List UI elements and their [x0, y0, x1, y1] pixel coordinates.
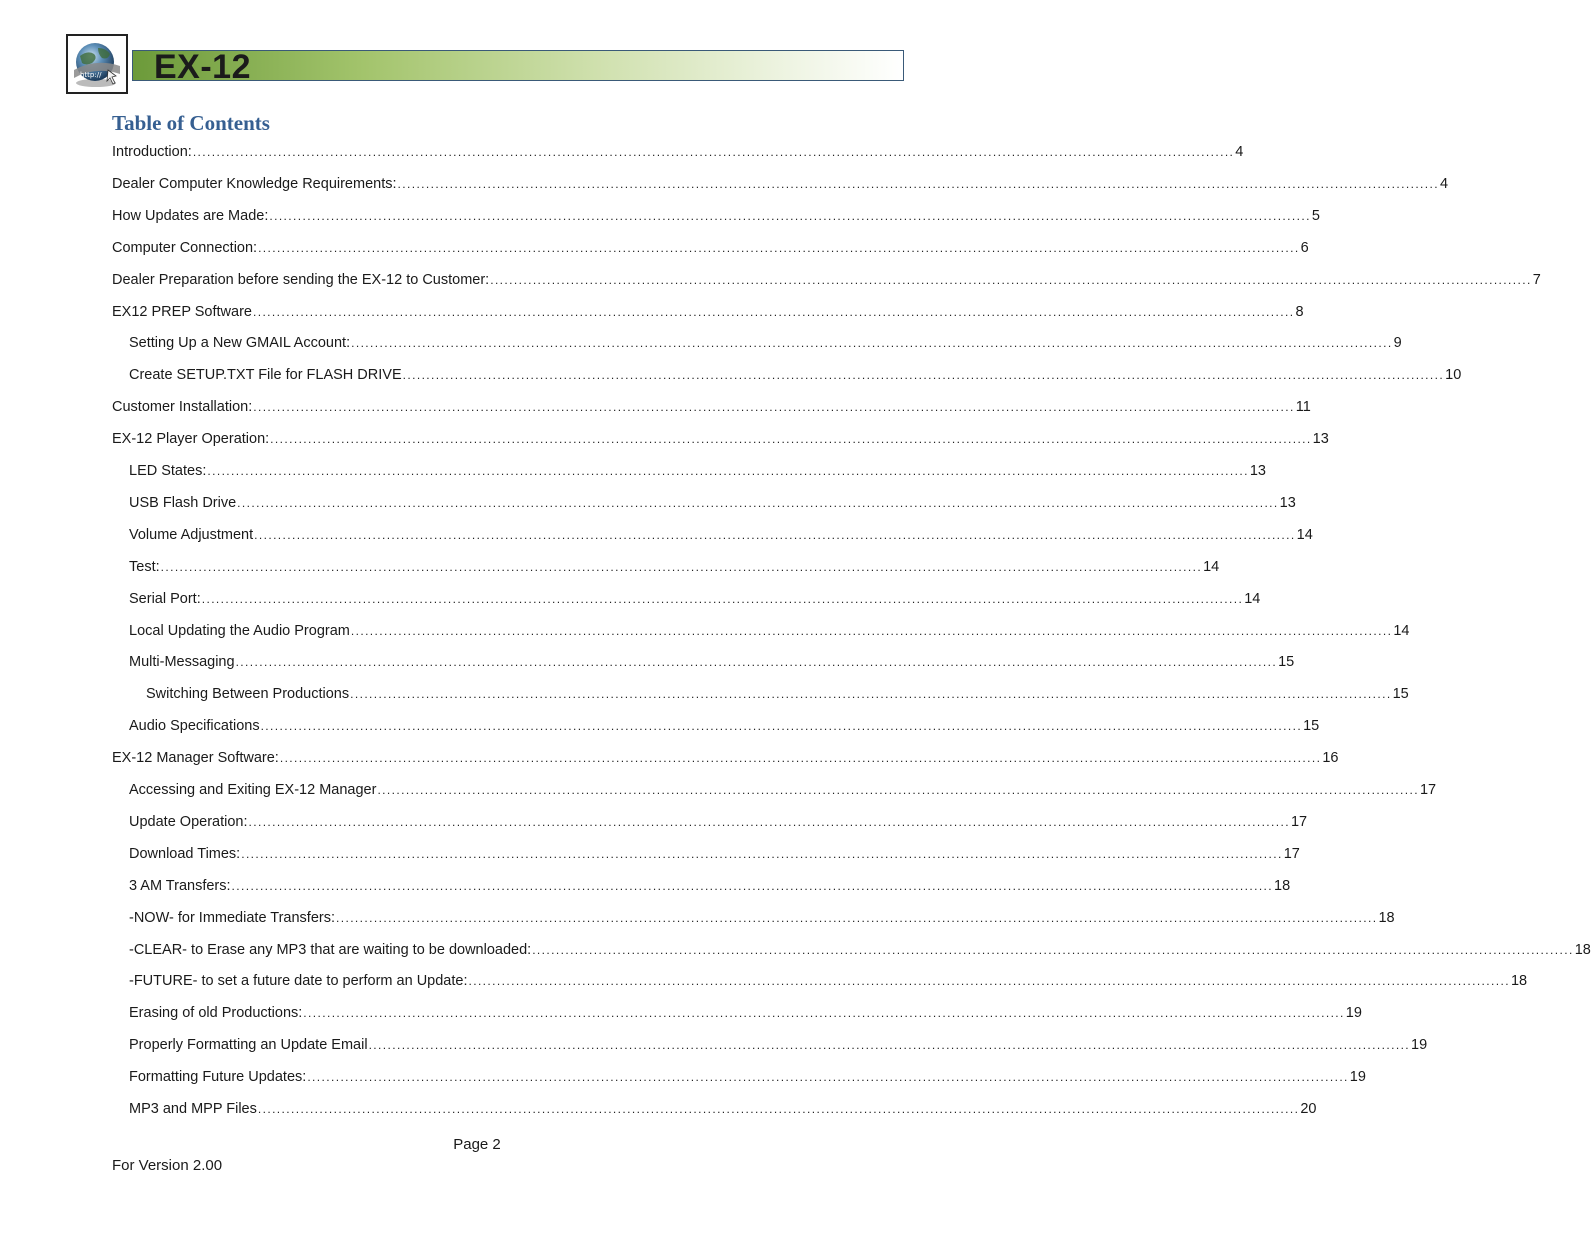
toc-entry-page: 19: [1411, 1037, 1428, 1054]
toc-entry-text: EX12 PREP Software: [112, 303, 252, 320]
toc-entry[interactable]: [129, 1035, 1428, 1055]
toc-entry-text: Properly Formatting an Update Email: [129, 1037, 368, 1054]
toc-entry-page: 17: [1283, 845, 1300, 862]
toc-entry[interactable]: [112, 206, 1320, 226]
toc-entry[interactable]: [112, 174, 1449, 194]
toc-leader-dots: ............................................................................................................................................................................................................................: [207, 464, 1249, 478]
toc-entry-page: 13: [1249, 463, 1266, 479]
toc-entry[interactable]: [112, 142, 1244, 162]
toc-leader-dots: ............................................................................................................................................................................................................................: [192, 145, 1235, 159]
toc-entry-page: 4: [1235, 144, 1244, 160]
svg-text:http://: http://: [80, 71, 102, 79]
toc-leader-dots: ............................................................................................................................................................................................................................: [248, 814, 1290, 829]
toc-entry[interactable]: [129, 652, 1295, 672]
toc-entry[interactable]: [129, 333, 1402, 353]
toc-entry[interactable]: [129, 716, 1320, 736]
toc-leader-dots: ............................................................................................................................................................................................................................: [377, 783, 1419, 797]
toc-entry-text: Introduction:: [112, 144, 192, 160]
toc-entry-text: Local Updating the Audio Program: [129, 622, 350, 639]
toc-leader-dots: ............................................................................................................................................................................................................................: [307, 1070, 1349, 1085]
toc-entry-text: LED States:: [129, 463, 207, 479]
toc-entry-text: -FUTURE- to set a future date to perform an Update:: [129, 973, 468, 990]
toc-entry-page: 13: [1279, 494, 1296, 511]
toc-entry-text: -NOW- for Immediate Transfers:: [129, 909, 335, 926]
toc-entry-text: -CLEAR- to Erase any MP3 that are waiting to be downloaded:: [129, 941, 532, 958]
toc-entry-text: Volume Adjustment: [129, 526, 254, 543]
toc-entry-text: How Updates are Made:: [112, 207, 269, 224]
toc-entry-page: 15: [1303, 718, 1320, 735]
toc-entry[interactable]: [129, 780, 1437, 800]
toc-entry-page: 18: [1574, 941, 1591, 958]
toc-entry-page: 20: [1300, 1101, 1317, 1117]
toc-entry-page: 9: [1393, 335, 1402, 352]
toc-leader-dots: ............................................................................................................................................................................................................................: [532, 942, 1574, 957]
toc-entry-page: 15: [1278, 654, 1295, 671]
toc-entry-text: Accessing and Exiting EX-12 Manager: [129, 782, 377, 798]
toc-entry[interactable]: [112, 238, 1309, 258]
toc-entry[interactable]: [129, 971, 1528, 991]
page-number: Page 2: [453, 1136, 501, 1153]
toc-entry[interactable]: [112, 748, 1339, 768]
toc-leader-dots: ............................................................................................................................................................................................................................: [258, 240, 1300, 255]
toc-leader-dots: ............................................................................................................................................................................................................................: [336, 910, 1378, 925]
toc-leader-dots: ............................................................................................................................................................................................................................: [350, 687, 1392, 702]
toc-entry-text: EX-12 Manager Software:: [112, 750, 279, 767]
toc-heading: Table of Contents: [112, 111, 270, 135]
toc-entry-page: 14: [1296, 526, 1313, 543]
toc-entry[interactable]: [146, 684, 1409, 704]
version-label: For Version 2.00: [112, 1157, 223, 1174]
toc-leader-dots: ............................................................................................................................................................................................................................: [253, 400, 1295, 415]
toc-leader-dots: ............................................................................................................................................................................................................................: [397, 176, 1439, 191]
toc-leader-dots: ............................................................................................................................................................................................................................: [235, 655, 1278, 670]
toc-entry-text: 3 AM Transfers:: [129, 877, 231, 894]
toc-entry-text: Computer Connection:: [112, 239, 258, 256]
toc-entry-page: 14: [1393, 622, 1410, 639]
toc-entry-page: 13: [1312, 431, 1329, 448]
toc-entry-page: 14: [1203, 558, 1220, 575]
toc-entry-page: 11: [1295, 399, 1311, 416]
toc-entry[interactable]: [129, 844, 1300, 864]
toc-leader-dots: ............................................................................................................................................................................................................................: [468, 974, 1510, 989]
toc-entry-text: Customer Installation:: [112, 399, 253, 416]
toc-entry[interactable]: [129, 557, 1220, 577]
toc-entry[interactable]: [129, 940, 1591, 960]
toc-entry[interactable]: [129, 1099, 1317, 1119]
toc-leader-dots: ............................................................................................................................................................................................................................: [241, 846, 1283, 861]
toc-entry-text: Download Times:: [129, 845, 241, 862]
toc-entry-page: 17: [1290, 813, 1308, 830]
toc-entry[interactable]: [129, 1003, 1362, 1023]
toc-entry-text: Formatting Future Updates:: [129, 1069, 307, 1086]
toc-entry-page: 15: [1392, 686, 1409, 703]
toc-entry-text: MP3 and MPP Files: [129, 1101, 257, 1117]
toc-entry-page: 14: [1244, 590, 1261, 607]
toc-entry-text: Test:: [129, 558, 160, 575]
toc-leader-dots: ............................................................................................................................................................................................................................: [303, 1006, 1345, 1021]
toc-leader-dots: ............................................................................................................................................................................................................................: [279, 751, 1322, 766]
toc-leader-dots: ............................................................................................................................................................................................................................: [270, 432, 1312, 447]
toc-entry-page: 5: [1311, 207, 1320, 224]
toc-entry-page: 8: [1295, 303, 1304, 320]
toc-leader-dots: ............................................................................................................................................................................................................................: [257, 1102, 1300, 1116]
toc-entry-page: 19: [1345, 1005, 1362, 1022]
toc-entry-page: 10: [1445, 367, 1462, 384]
toc-entry[interactable]: [129, 493, 1296, 513]
toc-leader-dots: ............................................................................................................................................................................................................................: [254, 527, 1296, 542]
toc-entry[interactable]: [129, 621, 1410, 641]
toc-leader-dots: ............................................................................................................................................................................................................................: [368, 1038, 1411, 1053]
toc-entry[interactable]: [112, 429, 1329, 449]
toc-entry[interactable]: [112, 302, 1304, 322]
toc-entry[interactable]: [112, 397, 1311, 417]
toc-entry-text: Erasing of old Productions:: [129, 1005, 303, 1022]
toc-entry[interactable]: [129, 461, 1266, 481]
toc-leader-dots: ............................................................................................................................................................................................................................: [252, 304, 1295, 319]
toc-entry-text: USB Flash Drive: [129, 494, 237, 511]
toc-leader-dots: ............................................................................................................................................................................................................................: [237, 495, 1279, 510]
toc-entry[interactable]: [129, 876, 1291, 896]
toc-entry-page: 7: [1532, 271, 1541, 288]
toc-entry[interactable]: [129, 812, 1308, 832]
toc-leader-dots: ............................................................................................................................................................................................................................: [231, 878, 1274, 893]
toc-entry[interactable]: [129, 908, 1395, 928]
toc-leader-dots: ............................................................................................................................................................................................................................: [490, 272, 1532, 287]
toc-entry-page: 18: [1378, 909, 1395, 926]
toc-entry-page: 17: [1419, 782, 1437, 798]
toc-entry-text: Audio Specifications: [129, 718, 260, 735]
toc-leader-dots: ............................................................................................................................................................................................................................: [351, 336, 1393, 351]
toc-entry-text: Create SETUP.TXT File for FLASH DRIVE: [129, 367, 402, 384]
toc-leader-dots: ............................................................................................................................................................................................................................: [269, 208, 1311, 223]
toc-entry-text: Update Operation:: [129, 813, 248, 830]
toc-entry-page: 18: [1274, 877, 1291, 894]
toc-leader-dots: ............................................................................................................................................................................................................................: [350, 623, 1393, 638]
toc-leader-dots: ............................................................................................................................................................................................................................: [402, 368, 1445, 383]
toc-entry-page: 16: [1322, 750, 1339, 767]
toc-entry-text: Switching Between Productions: [146, 686, 350, 703]
toc-leader-dots: ............................................................................................................................................................................................................................: [260, 719, 1303, 734]
toc-entry-page: 6: [1300, 239, 1309, 256]
document-title: EX-12: [154, 48, 251, 86]
toc-entry-page: 4: [1440, 175, 1449, 192]
toc-entry-text: Dealer Preparation before sending the EX-12 to Customer:: [112, 271, 490, 288]
toc-entry-page: 18: [1510, 973, 1528, 990]
toc-entry-text: Multi-Messaging: [129, 654, 235, 671]
toc-leader-dots: ............................................................................................................................................................................................................................: [201, 591, 1244, 606]
toc-entry[interactable]: [112, 270, 1541, 290]
toc-entry-text: EX-12 Player Operation:: [112, 431, 270, 448]
toc-entry[interactable]: [129, 525, 1313, 545]
toc-entry-text: Setting Up a New GMAIL Account:: [129, 335, 351, 352]
toc-entry-text: Dealer Computer Knowledge Requirements:: [112, 175, 397, 192]
toc-entry[interactable]: [129, 365, 1462, 385]
toc-entry[interactable]: [129, 589, 1261, 609]
toc-entry[interactable]: [129, 1067, 1366, 1087]
toc-entry-text: Serial Port:: [129, 590, 201, 607]
toc-leader-dots: ............................................................................................................................................................................................................................: [160, 559, 1203, 574]
toc-entry-page: 19: [1349, 1069, 1366, 1086]
